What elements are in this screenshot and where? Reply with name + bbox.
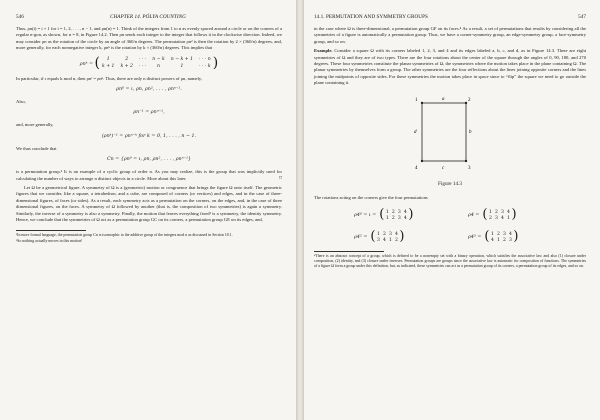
left-page (0, 0, 296, 420)
example-label: Example. (314, 48, 333, 54)
permutation-entry: 4 (382, 237, 386, 243)
corner-dot (465, 101, 467, 103)
right-paren: ) (513, 229, 519, 245)
matrix-entry: 2 (125, 56, 129, 62)
paragraph: Also, (16, 99, 26, 105)
page-number: 547 (578, 14, 586, 20)
right-paren: ) (212, 55, 219, 72)
paragraph: In particular, if r equals k mod n, then ρnʳ = ρnᵏ. Thus, there are only n distinct powers of ρn, namely, (16, 75, 202, 81)
footnote-divider (314, 251, 384, 252)
left-paren: ( (94, 55, 100, 72)
paragraph: We thus conclude that (16, 145, 57, 151)
permutation-list (354, 209, 576, 243)
paragraph: Let Ω be a geometrical figure. A symmetry of Ω is a (geometric) motion or congruence that brings the figure Ω onto itself. The geometric figures that we consider, like a square, a tetrahedron, and a cube, are composed of corners (or vertices) and edges, and in the case of three-dimensional figures, of faces (or sides). As a result, each symmetry acts as a permutation on the corners, on the edges, and, in the case of three dimensional figures, on the faces. A symmetry of Ω followed by another (that is, the composition of two symmetries) is again a symmetry. Similarly, the inverse of a symmetry is also a symmetry. Finally, the motion that leaves everything fixed³ is a symmetry, the identity symmetry. Hence, we conclude that the symmetries of Ω act as a permutation group GC on its corners, a permutation group GE on its edges, and, (16, 185, 282, 223)
corner-label-1: 1 (415, 97, 418, 103)
left-paren: ( (370, 229, 376, 245)
permutation-entry: 4 (490, 237, 494, 243)
permutation-name: ρ4³ = (468, 234, 482, 240)
permutation-entry: 4 (394, 231, 398, 237)
permutation (354, 209, 462, 221)
matrix-entry: 1 (106, 56, 110, 62)
permutation-entry: 3 (495, 215, 498, 221)
permutation-grid (489, 232, 513, 243)
paragraph: in the case where Ω is three-dimensional, a permutation group GF on its faces.⁴ As a result, a set of permutations that results by considering all the symmetries of a figure is automatically a permutation group. Thus, we have a corner-symmetry group, an edge-symmetry group, a face-symmetry group, and so on. (314, 26, 586, 44)
permutation-entry: 3 (502, 231, 506, 237)
paragraph: and, more generally, (16, 122, 54, 128)
permutation-entry: 1 (496, 237, 500, 243)
matrix-entry: n − k (152, 56, 165, 62)
permutation-entry: 2 (394, 237, 398, 243)
permutation-entry: 2 (502, 237, 506, 243)
matrix-entry: · · · k (199, 63, 211, 69)
permutation-entry: 4 (507, 209, 510, 215)
paragraph-text: Consider a square Ω with its corners labeled 1, 2, 3, and 4 and its edges labeled a, b, c, and d, as in Figure 14.3. There are eight symmetries of Ω and they are of two types. There are the four rotations about the center of the square through the angles of 0, 90, 180, and 270 degrees. These four symmetries constitute the planar symmetries of Ω, the symmetries where the motion takes place in the plane containing Ω. The planar symmetries by themselves form a group. The other symmetries are the four reflections about the lines joining opposite corners and the lines joining the midpoints of opposite sides. For these symmetries the motion takes place in space since to “flip” the square we need to go outside the plane containing it. (314, 48, 586, 86)
permutation-entry: 4 (501, 215, 504, 221)
left-paren: ( (484, 229, 490, 245)
figure-square (314, 91, 586, 179)
corner-dot (421, 159, 423, 161)
permutation-entry: 3 (501, 209, 504, 215)
equation: Cn = {ρn⁰ = ι, ρn, ρn², . . . , ρnⁿ⁻¹} (106, 157, 192, 163)
right-paren: ) (408, 207, 414, 223)
equation: (ρnᵏ)⁻¹ = ρnⁿ⁻ᵏ for k = 0, 1, . . . , n − 1. (101, 133, 197, 139)
permutation-entry: 3 (397, 209, 401, 215)
footnote: ²In more formal language, the permutation group Cn is isomorphic to the additive group of the integers mod n as discussed in Section 10.1. (16, 232, 233, 237)
paragraph (16, 169, 282, 182)
permutation-name: ρ4⁰ = ι = (354, 212, 377, 218)
matrix-entry: · · · (138, 56, 147, 62)
footnote: ⁴There is an abstract concept of a group, which is defined to be a nonempty set with a binary operation, which satisfies the associative law and also (1) closure under composition, (2) identity, and (3) closure under inverses. Permutation groups are groups since the associative law is automatic for composition of functions. The symmetries of a figure Ω form a group under this definition, but, as indicated, these symmetries can act as a permutation group of its corners, a permutation group of its edges, and so on. (314, 254, 586, 269)
equation-rho-power (16, 57, 282, 70)
right-page (304, 0, 600, 420)
permutation-entry: 1 (490, 231, 494, 237)
page-number: 546 (16, 14, 24, 20)
paragraph: Thus, ρn(i) = i + 1 for i = 1, 2, . . . , n − 1, and ρn(n) = 1. Think of the integers from 1 to n as evenly spaced around a circle or on the corners of a regular n-gon, as shown, for n = 8, in Figure 14.2. Then ρn sends each integer to the integer that follows it in the clockwise direction. Indeed, we may consider ρn as the rotation of the circle by an angle of 360/n degrees. The permutation ρn² is then the rotation by 2 × (360/n) degrees, and, more generally, for each nonnegative integer k, ρnᵏ is the rotation by k × (360/n) degrees. This implies that (16, 26, 282, 51)
permutation-entry: 1 (385, 215, 389, 221)
matrix-entry: k + 1 (102, 63, 115, 69)
left-paren: ( (379, 207, 385, 223)
permutation-entry: 1 (388, 237, 392, 243)
qed-symbol: □ (278, 175, 282, 181)
permutation (354, 231, 462, 243)
footnote: ³So nothing actually moves in this motion! (16, 238, 83, 243)
permutation-entry: 1 (376, 231, 380, 237)
edge-label-c: c (442, 165, 445, 171)
matrix-entry: n − k + 1 (170, 56, 194, 62)
paragraph (314, 48, 586, 86)
matrix-entry: · · · (138, 63, 147, 69)
permutation-entry: 1 (507, 215, 510, 221)
corner-dot (465, 159, 467, 161)
edge-label-a: a (442, 96, 445, 102)
permutation-entry: 3 (397, 215, 401, 221)
matrix-entry: n (157, 63, 161, 69)
permutation-grid (375, 232, 399, 243)
right-page-header (314, 14, 586, 20)
matrix-entry: 1 (180, 63, 184, 69)
right-paren: ) (511, 207, 517, 223)
figure-caption: Figure 14.3 (438, 180, 462, 187)
permutation-entry: 2 (391, 209, 395, 215)
chapter-title: CHAPTER 14. PÓLYA COUNTING (109, 14, 186, 20)
permutation-grid (488, 210, 512, 221)
permutation-grid (384, 210, 408, 221)
corner-label-3: 3 (468, 165, 471, 171)
edge-label-d: d (414, 129, 417, 135)
permutation-entry: 2 (391, 215, 395, 221)
matrix-entry: k + 2 (120, 63, 133, 69)
permutation-entry: 4 (508, 231, 512, 237)
left-page-header (16, 14, 282, 20)
paragraph-text: is a permutation group.² It is an example of a cyclic group of order n. As you may realize, this is the group that was implicitly used for calculating the number of ways to arrange n distinct objects in a circle. More about this later. (16, 169, 282, 181)
left-paren: ( (482, 207, 488, 223)
edge-label-b: b (469, 129, 472, 135)
matrix-entry: · · · n (199, 56, 211, 62)
matrix-grid (102, 57, 211, 70)
permutation-entry: 4 (403, 209, 407, 215)
permutation-name: ρ4 = (468, 212, 480, 218)
permutation-entry: 1 (385, 209, 389, 215)
square-outline (422, 103, 466, 161)
book-gutter (296, 0, 304, 420)
square-diagram (402, 91, 492, 179)
permutation-entry: 3 (508, 237, 512, 243)
permutation-entry: 2 (489, 215, 492, 221)
running-head: 14.1. PERMUTATION AND SYMMETRY GROUPS (314, 14, 428, 20)
permutation (468, 231, 576, 243)
permutation-name: ρ4² = (354, 234, 368, 240)
corner-dot (421, 101, 423, 103)
equation-lhs: ρnᵏ = (79, 61, 93, 67)
equation: ρn⁻¹ = ρnⁿ⁻¹, (133, 110, 165, 116)
permutation-entry: 1 (489, 209, 492, 215)
permutation-entry: 3 (388, 231, 392, 237)
permutation-entry: 4 (403, 215, 407, 221)
footnote-divider (16, 230, 86, 231)
permutation-entry: 2 (496, 231, 500, 237)
corner-label-2: 2 (468, 97, 471, 103)
permutation-matrix (95, 57, 219, 70)
permutation-entry: 3 (376, 237, 380, 243)
permutation-entry: 2 (382, 231, 386, 237)
permutation (468, 209, 576, 221)
corner-label-4: 4 (415, 165, 418, 171)
permutation-entry: 2 (495, 209, 498, 215)
equation: ρn⁰ = ι, ρn, ρn², . . . , ρnⁿ⁻¹. (116, 87, 182, 93)
paragraph: The rotations acting on the corners give the four permutations (314, 194, 428, 200)
right-paren: ) (399, 229, 405, 245)
